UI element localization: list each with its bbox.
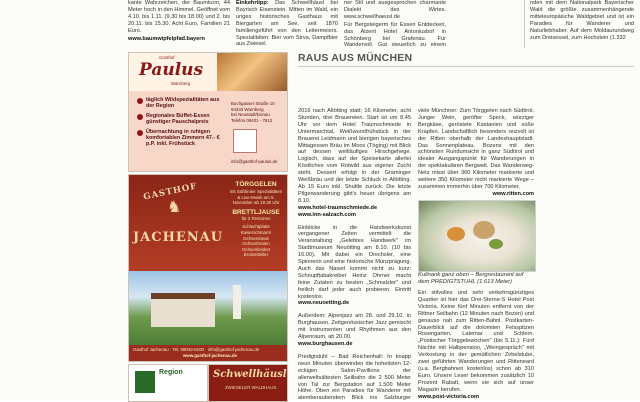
paulus-logo (129, 53, 217, 91)
brettljause-title: BRETTLJAUSE (232, 208, 280, 216)
food-item (473, 221, 495, 239)
deer-icon: ♞ (167, 199, 182, 216)
column-divider (524, 0, 525, 48)
jachenau-footer: Gasthof Jachenau · Tel. 08043-9100 · info@gasthof-jachenau.de (133, 347, 260, 352)
right-paragraph-1: viele Münchner: Zum Törggelen nach Südtirol. Junger Wein, geröfter Speck, würziger Bergkäse, geröstete Kastanien und süße Krapfen. Landschaftlich besonders reizvoll ist der Ritten oberhalb der Landeshauptstadt. Das Sonnenplateau. Bozens mit den schönsten Rundumsicht in ganz Südtirol und idealer Ausgangspunkt für Wanderungen in der spektakulären Bergwelt. Das Wanderweg-Netz misst über 360 Kilometer markierte und weitere 350 Kilometer nicht markierte Wege – zusammen immerhin über 700 Kilometer. (418, 108, 534, 190)
top-mid2-text (344, 0, 446, 48)
paulus-bullet (137, 129, 227, 148)
ad-paulus[interactable] (128, 52, 288, 172)
traumschmiede-link[interactable]: www.hotel-traumschmiede.de (298, 204, 378, 211)
jachenau-website[interactable]: www.gasthof-jachenau.de (183, 353, 237, 358)
right-column-bottom (418, 290, 534, 400)
top-right-paragraph: nden mit dem Nationalpark Bayerischer Wald die größte zusammenhängende mitteleuropäische Waldgebiet und ist ein Paradies für Wanderer und Naturliebhaber. Auf dem Moldaurundweg zum Dreisessel, zum Hochstein (1.332 (530, 0, 634, 41)
ad-schwellhaeusl[interactable] (208, 364, 288, 402)
paulus-bullet (137, 113, 227, 126)
food-item (489, 239, 503, 249)
paulus-bullets (137, 97, 227, 151)
ad-region[interactable] (128, 364, 208, 402)
mid-paragraph-4: Predigtstuhl – Bad Reichenhall: In knapp neun Minuten überwinden die hoheitsten 12-eckigen Salon-Pavillons der allerweltsältesten Seilbahn die 2 500 Meter von Tal zur Bergstation auf 1.500 Meter Höhe. Oben ein Paradies für Wanderer mit atemberaubendem Blick ins Salzburger (298, 353, 411, 400)
house-illustration (151, 293, 215, 327)
paulus-interior-photo (217, 53, 287, 91)
tree-icon (135, 371, 155, 393)
map-icon (233, 129, 257, 153)
schwellhaeusl-logo: Schwellhäusl (213, 369, 287, 380)
jachenau-topics (229, 181, 283, 258)
mid-paragraph-1: 2016 nach Altötting statt; 16 Kilometer, acht Stunden, drei Brauereien. Start ist um 8.45 Uhr vor dem Hotel Traumschmiede in Untermarchtal, Weißwurstfrühstück in der Brauerei Leidmann und bierigen bayerisches Mittagessen Bräu im Moos (Töging) mit Blick auf dessen weitläufiges Hirschgehege. Logisch, dass auf der Speisekarte allerlei Köstliches vom Rotwild aus eigener Zucht steht. Dessert erfolgt in der Graminger Weißbräu und der letzte Schluck in Altötting. Ab 15 Euro inkl. Shuttle zurück. Die letzte Pilgerwanderung gibt's heuer übrigens am 8.10. (298, 108, 411, 204)
middle-column (298, 108, 411, 400)
jachenau-items: Schlachtplatte Kaiserschmarrn Ochsensteak Ochsenbraten Ochsenbrisket Brotzeitteller (240, 224, 272, 258)
baumwipfel-link[interactable]: www.baumwipfelpfad.bayern (128, 35, 205, 42)
section-headline: RAUS AUS MÜNCHEN (298, 52, 413, 64)
paulus-brand: Paulus (139, 60, 204, 80)
bullet-icon (137, 130, 143, 136)
jachenau-gasthof: GASTHOF (142, 181, 199, 203)
einkehrtipp-label: Einkehrtipp: (236, 0, 269, 6)
ritten-link[interactable]: www.ritten.com (492, 190, 534, 197)
paulus-bullet (137, 97, 227, 110)
top-mid2-paragraph2: Für Bergsteigerm für Essen Entdeckeri, das Alzent Hotel Antoniusbof in Schönberg bei Grafenau. Für Wandervoll. Gut steuerlich zu einem (344, 21, 446, 48)
jachenau-name: JACHENAU (133, 230, 224, 245)
mid-paragraph-2: Einblicke in die Handwerkskunst vergangener Zeiten vermittelt die Veranstaltung „Gelebtes Handwerk" im Stadtmuseum Neuötting am 8.10. (10 bis 16.00). Mit dabei ein Drechsler, eine Spinnerin und eine historische Münzprägung. Auch das Naserl kommt nicht zu kurz: Schnupftabakreiber Heinz Ohrner macht feine Zutaten zu besten „Schmalzler" und freilich darf jeder auch probieren. Eintritt kostenlos. (298, 224, 411, 300)
top-mid2-paragraph: ner Stil und ausgesprochen charmante Dialekt des Wirtes. www.schwellhaeusl.de (344, 0, 446, 20)
top-left-paragraph: kante Wahrzeichen, der Baumturm, 44 Meter hoch in den Himmel. Geöffnet vom 4.10. bis 1.11. (9.30 bis 18.00) und 2. bis 20.11. bis 15.30. Acht Euro, Familien 21 Euro. (128, 0, 230, 34)
photo-caption: Kulinarik ganz oben – Bergrestaurant auf dem PREDIGTSTUHL (1.613 Meter) (418, 272, 524, 285)
inn-salzach-link[interactable]: www.inn-salzach.com (298, 211, 356, 218)
top-mid-text (236, 0, 338, 48)
schwellhaeusl-sub: ZWIESELER WALDHAUS (225, 385, 277, 390)
food-photo (418, 200, 536, 272)
right-column-top (418, 108, 534, 198)
top-left-text (128, 0, 230, 48)
toerggelen-title: TÖRGGELEN (235, 181, 277, 188)
paulus-sub: Warnberg (171, 81, 191, 86)
toerggelen-text: mit Süßtiroler Spezialitäten & Live-Musik am 5. November ab 19.30 Uhr (229, 189, 283, 206)
headline-rule (298, 66, 634, 67)
paulus-gasthof: Gasthof (159, 55, 175, 60)
neuoetting-link[interactable]: www.neuoetting.de (298, 300, 350, 307)
food-item (447, 227, 465, 241)
burghausen-link[interactable]: www.burghausen.de (298, 341, 353, 347)
paulus-bullet-text: Übernachtung in ruhigen komfortablen Zimmern 47.- € p.P. inkl. Frühstück (146, 128, 220, 148)
mid-paragraph-3: Außerdem: Alpenjazz am 28. und 29.10. in Burghausen. Zeitgenössischer Jazz gemischt mit Instrumenten und Rhythmen aus den Alpenraum, ab 20.00. (298, 313, 411, 341)
church-tower (233, 285, 241, 319)
bullet-icon (137, 98, 143, 104)
right-paragraph-2: Ein stilvolles und sehr verkehrsgünstiges Quartier ist hier das Drei-Sterne-S Hotel Post Victoria. Keine fünf Minuten entfernt von der Rittner Seilbahn (12 Minuten nach Bozen) und genauso nah zum Ritten-Bahnl. Postkarten-Dauerblick auf die dolomiten Felsspitzen Rosengarten, Latemar und Schlern. „Postischer Törggelewochen" (bis 5.11.): Fünf Nächte mit Halbpension, „Weingespräch" mit Verkostung in der gemütlichen Zirbelstube, zwei geführten Wanderungen und Ritteneard (u.a. Bergbahnen kostenlos) schon ab 310 Euro. Unsere Leser bekommen zusätzlich 10 Prozent Rabatt, wenn sie sich auf unser Magazin berufen. (418, 290, 534, 393)
paulus-bullet-text: Regionales Büffet-Essen günstiger Pauschalpreis (146, 112, 210, 126)
paulus-address: Buchgasser Straße 10 94333 Warnberg bei Neustadt/Donau Telefon 09401 - 7812 (231, 101, 275, 123)
jachenau-photo (129, 271, 287, 345)
paulus-bullet-text: täglich Wildspezialitäten aus der Region (146, 97, 220, 110)
einkehrtipp-text: Das Schwellhäusl bei Bayrisch Eisenstein. Mitten im Wald, ein uriges historisches Gasthaus mit Biergarten am See, seit 1870 familiengeführt von den Leitermeiers. Spezialitäten: Bier vom Strva, Dampfbier aus Zwiesel. (236, 0, 338, 48)
top-right-text (530, 0, 634, 48)
region-label: Region (159, 369, 183, 376)
post-victoria-link[interactable]: www.post-victoria.com (418, 393, 480, 400)
bullet-icon (137, 114, 143, 120)
brettljause-text: für 2 Personen (241, 215, 271, 221)
paulus-email[interactable]: info@gasthof-paulus.de (231, 159, 278, 164)
ad-jachenau[interactable] (128, 174, 288, 362)
